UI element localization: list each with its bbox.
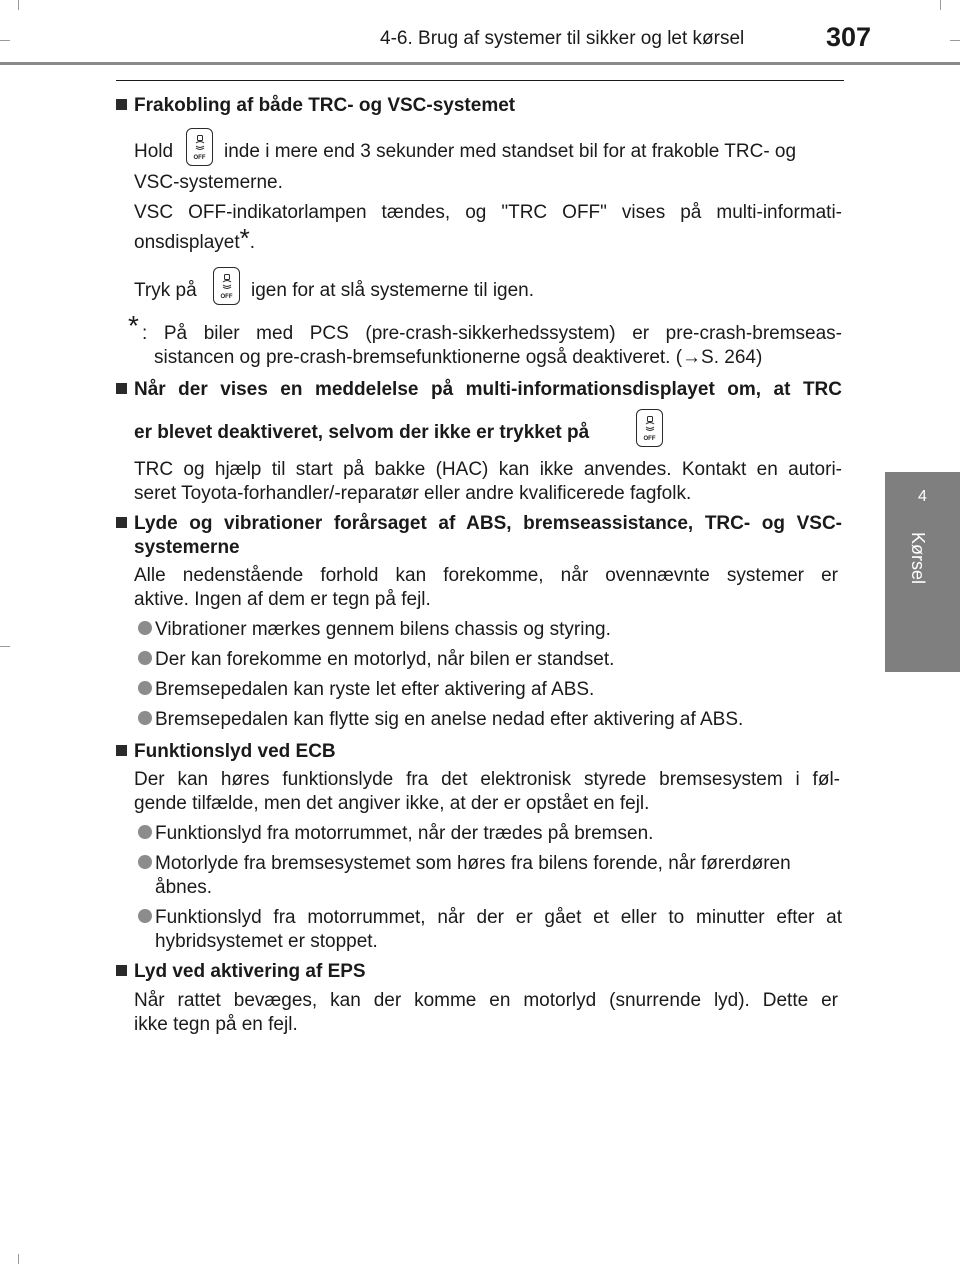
paragraph-text: VSC OFF-indikatorlampen tændes, og "TRC OFF" vises på multi-informati-: [134, 202, 842, 223]
paragraph-text: aktive. Ingen af dem er tegn på fejl.: [134, 589, 431, 610]
section-heading: Når der vises en meddelelse på multi-informationsdisplayet om, at TRC: [116, 378, 842, 402]
vsc-off-icon: [186, 128, 213, 166]
bullet-dot-icon: [138, 621, 152, 635]
section-heading: er blevet deaktiveret, selvom der ikke er trykket på: [134, 422, 590, 443]
crop-mark: [0, 40, 10, 41]
bullet-dot-icon: [138, 651, 152, 665]
chapter-number: 4: [918, 488, 927, 505]
header-rule: [0, 62, 960, 65]
crop-mark: [18, 0, 19, 10]
section-heading: Lyde og vibrationer forårsaget af ABS, bremseassistance, TRC- og VSC-: [116, 512, 842, 536]
paragraph-text: Tryk på: [134, 280, 197, 301]
paragraph-text: Når rattet bevæges, kan der komme en motorlyd (snurrende lyd). Dette er: [134, 990, 838, 1011]
list-item: Motorlyde fra bremsesystemet som høres fra bilens forende, når førerdøren: [155, 853, 791, 874]
paragraph-text: inde i mere end 3 sekunder med standset bil for at frakoble TRC- og: [224, 141, 797, 162]
section-heading: Funktionslyd ved ECB: [116, 740, 336, 764]
square-bullet-icon: [116, 99, 127, 110]
list-item: Vibrationer mærkes gennem bilens chassis og styring.: [155, 619, 611, 640]
crop-mark: [950, 40, 960, 41]
footnote-text: : På biler med PCS (pre-crash-sikkerhedssystem) er pre-crash-bremseas-: [142, 323, 842, 344]
square-bullet-icon: [116, 965, 127, 976]
crop-mark: [0, 646, 10, 647]
off-label: OFF: [220, 294, 233, 300]
bullet-dot-icon: [138, 909, 152, 923]
chapter-label: Kørsel: [908, 532, 928, 585]
list-item: Der kan forekomme en motorlyd, når bilen er standset.: [155, 649, 615, 670]
list-item: hybridsystemet er stoppet.: [155, 931, 378, 952]
paragraph-text: TRC og hjælp til start på bakke (HAC) kan ikke anvendes. Kontakt en autori-: [134, 459, 842, 480]
off-label: OFF: [193, 155, 206, 161]
paragraph-text: gende tilfælde, men det angiver ikke, at der er opstået en fejl.: [134, 793, 650, 814]
footnote-text: sistancen og pre-crash-bremsefunktionerne også deaktiveret. (→S. 264): [154, 347, 763, 368]
list-item: åbnes.: [155, 877, 213, 898]
page-number: 307: [826, 22, 872, 52]
list-item: Funktionslyd fra motorrummet, når der trædes på bremsen.: [155, 823, 654, 844]
list-item: Bremsepedalen kan ryste let efter aktivering af ABS.: [155, 679, 595, 700]
paragraph-text: Alle nedenstående forhold kan forekomme, når ovennævnte systemer er: [134, 565, 838, 586]
paragraph-text: VSC-systemerne.: [134, 172, 283, 193]
list-item: Funktionslyd fra motorrummet, når der er gået et eller to minutter efter at: [155, 907, 842, 928]
footnote-star: *: [128, 310, 139, 341]
section-heading: systemerne: [134, 537, 240, 558]
paragraph-text: Der kan høres funktionslyde fra det elektronisk styrede bremsesystem i føl-: [134, 769, 840, 790]
bullet-dot-icon: [138, 855, 152, 869]
content-top-rule: [116, 80, 844, 81]
vsc-off-icon: [636, 409, 663, 447]
footnote-marker: *: [239, 222, 250, 253]
section-heading: Lyd ved aktivering af EPS: [116, 960, 366, 984]
paragraph-text: igen for at slå systemerne til igen.: [251, 280, 535, 301]
paragraph-text: ikke tegn på en fejl.: [134, 1014, 298, 1035]
section-heading: Frakobling af både TRC- og VSC-systemet: [116, 94, 515, 118]
paragraph-text: seret Toyota-forhandler/-reparatør eller andre kvalificerede fagfolk.: [134, 483, 692, 504]
running-header: 4-6. Brug af systemer til sikker og let kørsel: [380, 28, 745, 49]
bullet-dot-icon: [138, 681, 152, 695]
square-bullet-icon: [116, 383, 127, 394]
off-label: OFF: [643, 436, 656, 442]
crop-mark: [18, 1254, 19, 1264]
list-item: Bremsepedalen kan flytte sig en anelse nedad efter aktivering af ABS.: [155, 709, 744, 730]
square-bullet-icon: [116, 745, 127, 756]
bullet-dot-icon: [138, 825, 152, 839]
chapter-tab: [885, 472, 960, 672]
square-bullet-icon: [116, 517, 127, 528]
vsc-off-icon: [213, 267, 240, 305]
bullet-dot-icon: [138, 711, 152, 725]
paragraph-text: Hold: [134, 141, 174, 162]
paragraph-text: onsdisplayet*.: [134, 222, 256, 253]
crop-mark: [940, 0, 941, 10]
